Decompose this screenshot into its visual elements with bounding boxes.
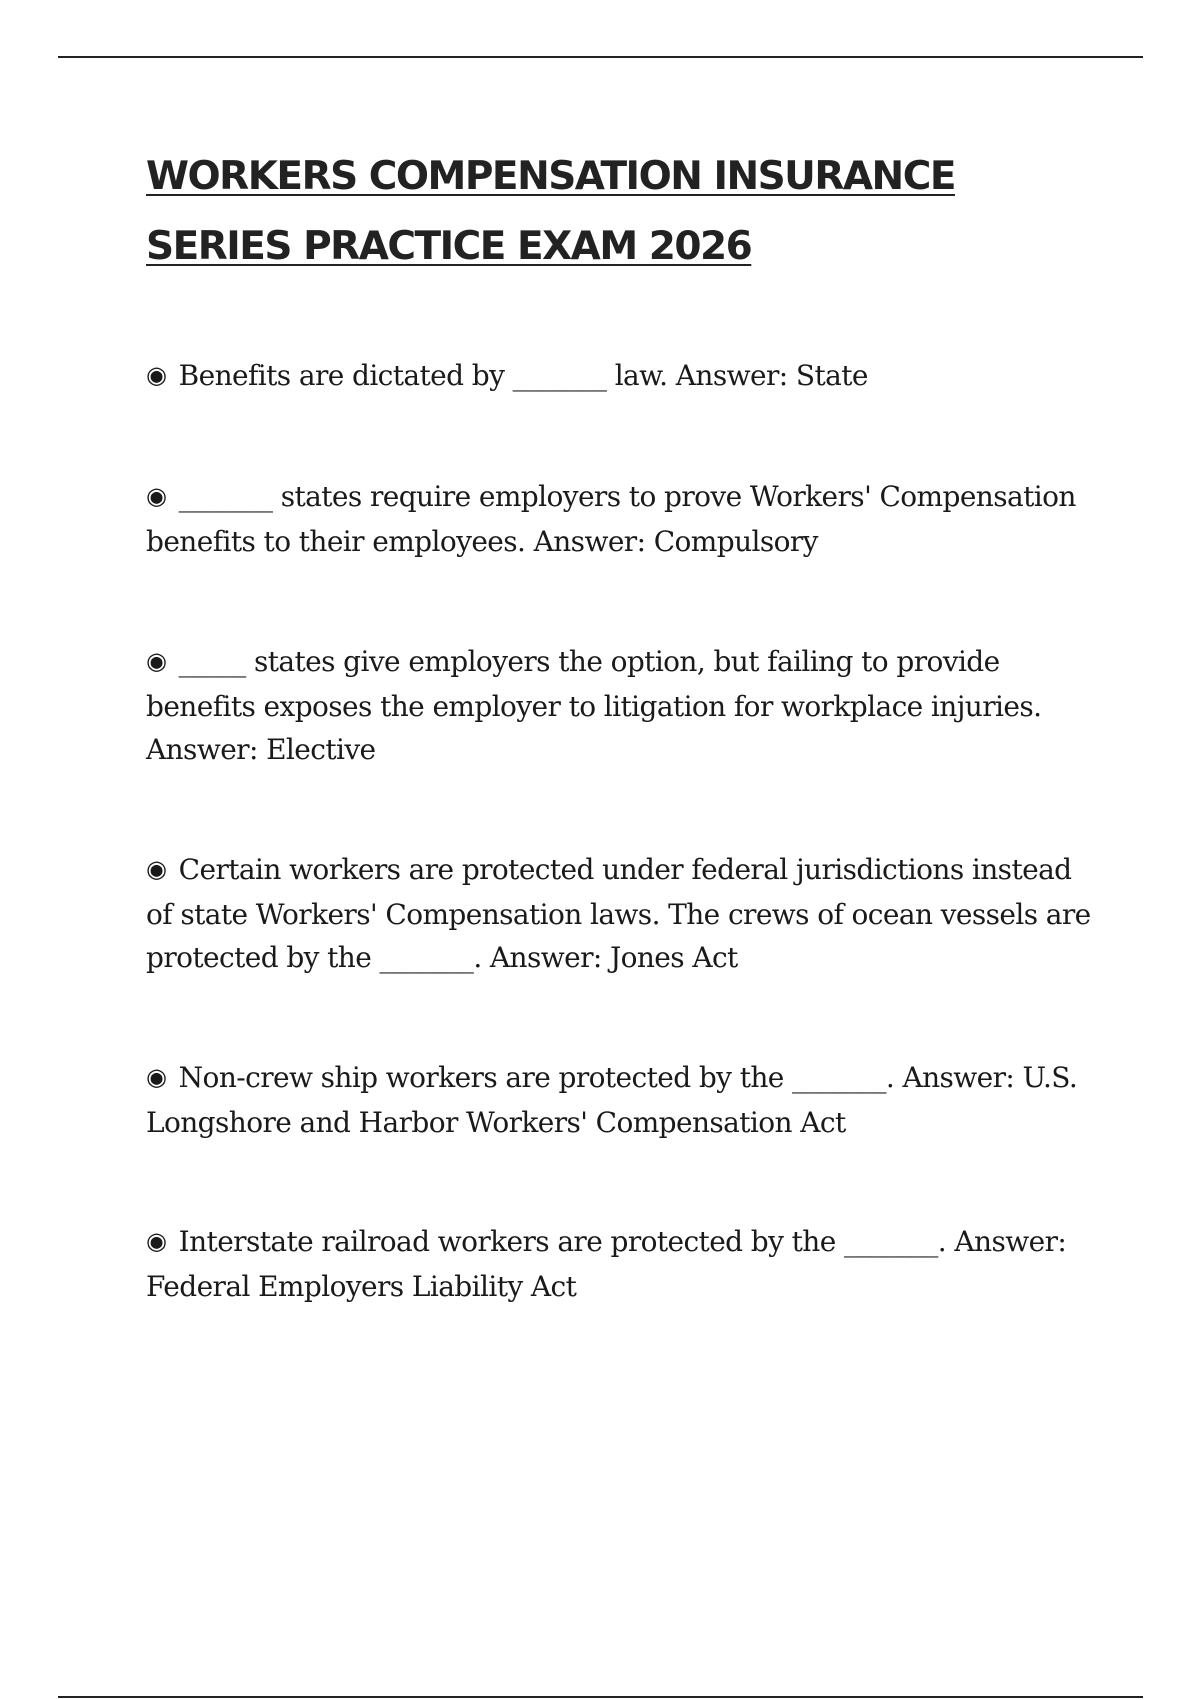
question-text-5: Non-crew ship workers are protected by the _______. Answer: U.S. Longshore and Harbor Workers' Compensation Act (146, 1061, 1078, 1139)
question-item-6 (146, 1220, 1096, 1308)
question-item-2 (146, 475, 1096, 563)
question-item-3 (146, 640, 1096, 771)
question-text-6: Interstate railroad workers are protected by the _______. Answer: Federal Employers Liability Act (146, 1225, 1067, 1303)
title-line-2: SERIES PRACTICE EXAM 2026 (146, 224, 752, 269)
document-title (146, 142, 1146, 282)
bullet-icon: ◉ (146, 482, 167, 510)
top-divider (58, 56, 1143, 58)
bullet-icon: ◉ (146, 855, 167, 883)
bullet-icon: ◉ (146, 1063, 167, 1091)
bottom-divider (58, 1696, 1143, 1698)
bullet-icon: ◉ (146, 647, 167, 675)
question-text-2: _______ states require employers to prove Workers' Compensation benefits to their employees. Answer: Compulsory (146, 480, 1076, 558)
bullet-icon: ◉ (146, 1227, 167, 1255)
question-item-1 (146, 354, 1096, 399)
question-item-5 (146, 1056, 1096, 1144)
question-item-4 (146, 848, 1096, 979)
question-text-4: Certain workers are protected under federal jurisdictions instead of state Workers' Compensation laws. The crews of ocean vessels are protected by the _______. Answer: Jones Act (146, 853, 1091, 974)
title-line-1: WORKERS COMPENSATION INSURANCE (146, 154, 955, 199)
question-text-3: _____ states give employers the option, but failing to provide benefits exposes the employer to litigation for workplace injuries. Answer: Elective (146, 645, 1042, 766)
question-text-1: Benefits are dictated by _______ law. Answer: State (178, 359, 868, 392)
bullet-icon: ◉ (146, 361, 167, 389)
